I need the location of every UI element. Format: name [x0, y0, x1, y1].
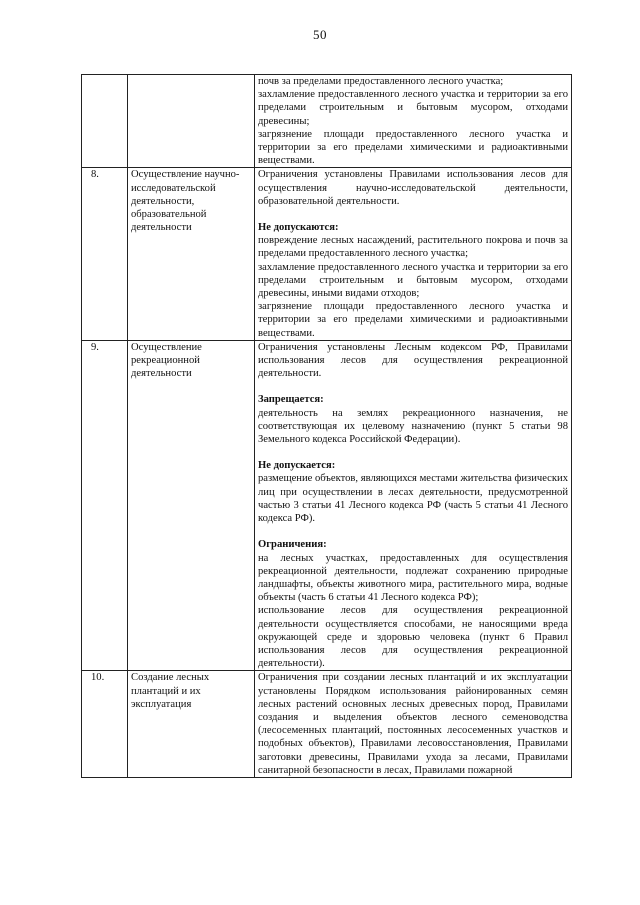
- table-row: [82, 75, 572, 168]
- restriction-paragraph: Ограничения при создании лесных плантаций и их эксплуатации установлены Порядком использования районированных семян лесных растений основных лесных древесных пород, Правилами создания и выделения объектов лесного семеноводства (лесосеменных плантаций, постоянных лесосеменных участков и подобных объектов), Правилами лесовосстановления, Правилами заготовки древесины, Правилами ухода за лесами, Правилами санитарной безопасности в лесах, Правилами пожарной: [258, 672, 568, 776]
- paragraph-spacer: [258, 446, 568, 459]
- page-number: 50: [313, 27, 327, 42]
- restriction-paragraph: загрязнение площади предоставленного лесного участка и территории за его пределами химическими и радиоактивными веществами.: [258, 301, 568, 339]
- section-heading: Запрещается:: [258, 394, 324, 406]
- restrictions-cell: [255, 671, 572, 778]
- section-heading: Не допускается:: [258, 460, 336, 472]
- restrictions-cell: [255, 75, 572, 168]
- paragraph-spacer: [258, 525, 568, 538]
- section-heading: Не допускаются:: [258, 222, 339, 234]
- paragraph-spacer: [258, 380, 568, 393]
- row-number: [82, 75, 128, 168]
- activity-type: [128, 75, 255, 168]
- table-body: [82, 75, 572, 778]
- row-number: 8.: [82, 168, 128, 340]
- restriction-paragraph: деятельность на землях рекреационного назначения, не соответствующая их целевому назначению (пункт 5 статьи 98 Земельного кодекса Российской Федерации).: [258, 407, 568, 446]
- restrictions-cell: [255, 168, 572, 340]
- restriction-paragraph: почв за пределами предоставленного лесного участка;: [258, 76, 504, 87]
- restrictions-table: [81, 74, 572, 778]
- activity-type: Создание лесных плантаций и их эксплуатация: [128, 671, 255, 778]
- restriction-paragraph: загрязнение площади предоставленного лесного участка и территории за его пределами химическими и радиоактивными веществами.: [258, 128, 568, 167]
- table-row: [82, 340, 572, 670]
- activity-type: Осуществление научно-исследовательской деятельности, образовательной деятельности: [128, 168, 255, 340]
- restriction-paragraph: на лесных участках, предоставленных для осуществления рекреационной деятельности, подлежат сохранению природные ландшафты, объекты животного мира, растительного мира, водные объекты (часть 6 статьи 41 Лесного кодекса РФ);: [258, 552, 568, 604]
- restriction-paragraph: захламление предоставленного лесного участка и территории за его пределами строительным и бытовым мусором, отходами древесины;: [258, 89, 568, 127]
- row-number: 10.: [82, 671, 128, 778]
- restriction-paragraph: Ограничения установлены Правилами использования лесов для осуществления научно-исследовательской деятельности, образовательной деятельности.: [258, 169, 568, 207]
- table-row: [82, 671, 572, 778]
- restrictions-cell: [255, 340, 572, 670]
- restriction-paragraph: повреждение лесных насаждений, растительного покрова и почв за пределами предоставленного лесного участка;: [258, 235, 568, 260]
- restriction-paragraph: размещение объектов, являющихся местами жительства физических лиц при осуществлении в лесах деятельности, предусмотренной частью 3 статьи 41 Лесного кодекса РФ (часть 5 статьи 41 Лесного кодекса РФ).: [258, 473, 568, 525]
- table-row: [82, 168, 572, 340]
- section-heading: Ограничения:: [258, 539, 327, 551]
- paragraph-spacer: [258, 208, 568, 221]
- row-number: 9.: [82, 340, 128, 670]
- restriction-paragraph: использование лесов для осуществления рекреационной деятельности осуществляется способами, не наносящими вреда окружающей среде и здоровью человека (пункт 6 Правил использования лесов для осуществления рекреационной деятельности).: [258, 605, 568, 670]
- restriction-paragraph: Ограничения установлены Лесным кодексом РФ, Правилами использования лесов для осуществления рекреационной деятельности.: [258, 341, 568, 380]
- restriction-paragraph: захламление предоставленного лесного участка и территории за его пределами строительным и бытовым мусором, отходами древесины, иными видами отходов;: [258, 261, 568, 300]
- activity-type: Осуществление рекреационной деятельности: [128, 340, 255, 670]
